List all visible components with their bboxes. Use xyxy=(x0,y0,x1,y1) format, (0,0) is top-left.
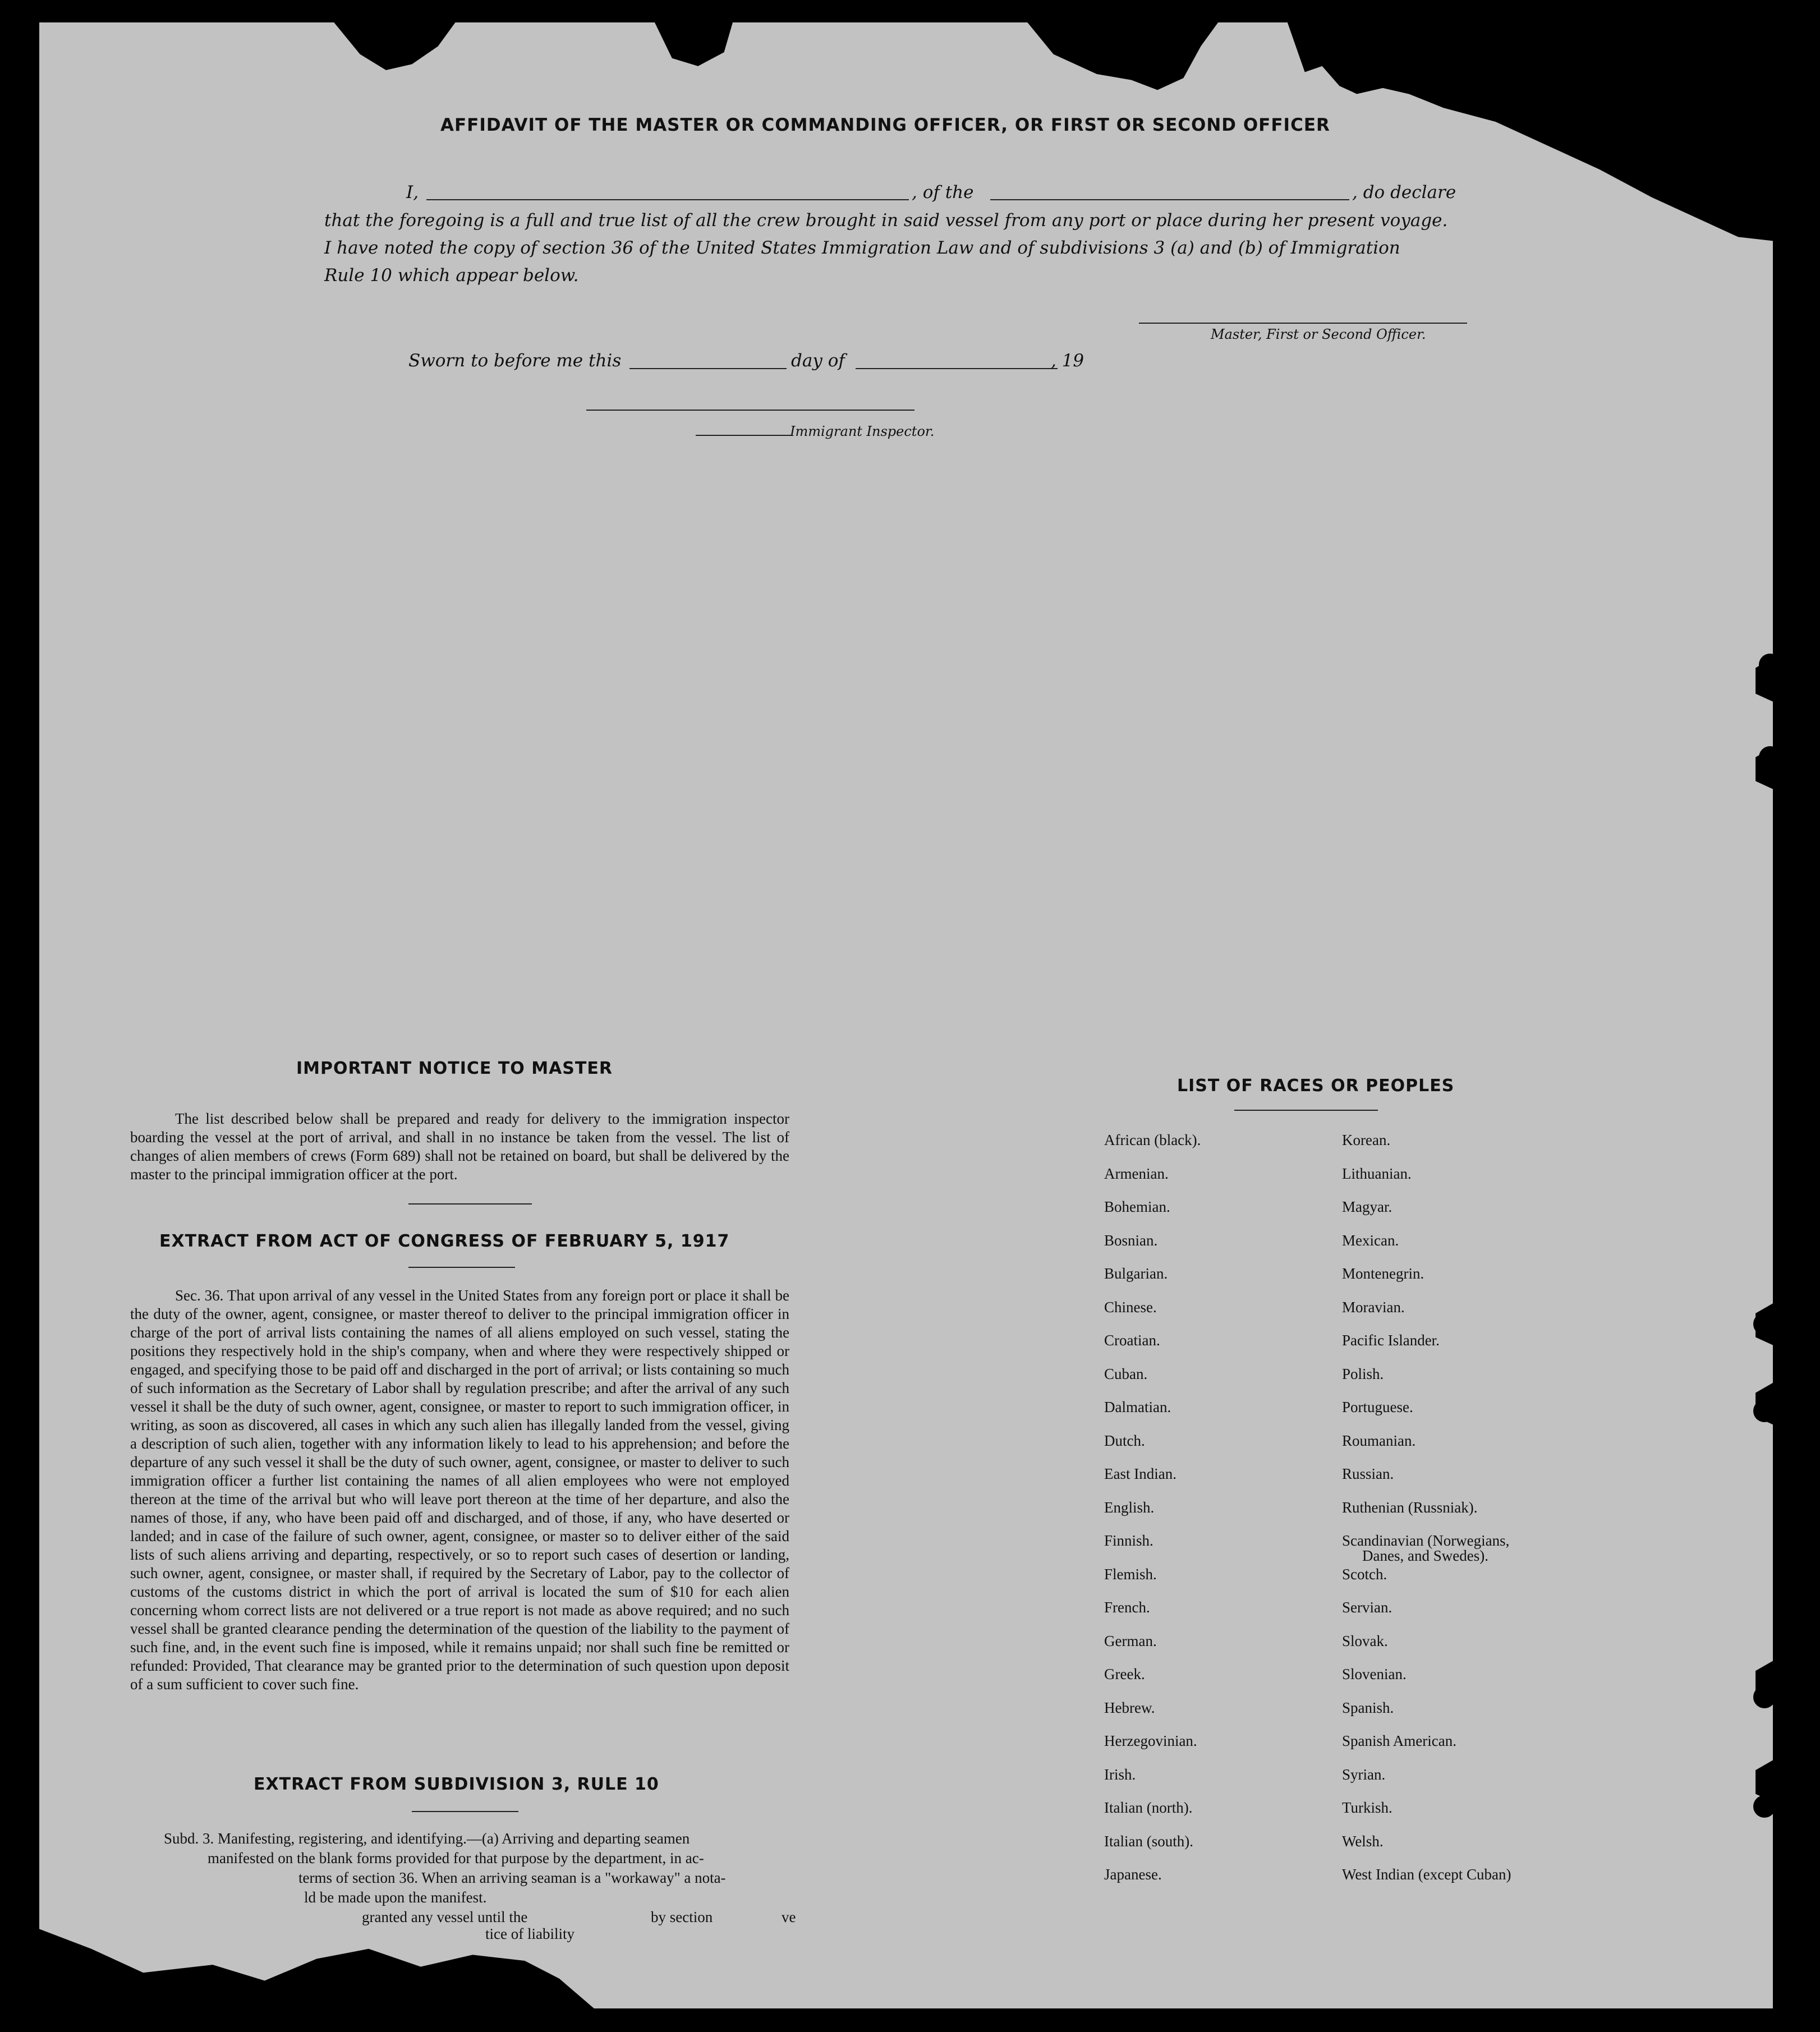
notice-title: IMPORTANT NOTICE TO MASTER xyxy=(296,1059,613,1078)
race-item: West Indian (except Cuban) xyxy=(1342,1866,1511,1883)
affidavit-line2: that the foregoing is a full and true list of all the crew brought in said vessel from any port or place during her present voyage. xyxy=(324,210,1448,231)
name-blank[interactable] xyxy=(426,199,909,200)
race-item: East Indian. xyxy=(1104,1465,1176,1482)
sworn-day-blank[interactable] xyxy=(629,368,787,369)
race-item: Spanish American. xyxy=(1342,1732,1456,1749)
master-caption: Master, First or Second Officer. xyxy=(1211,327,1426,342)
race-item: Italian (north). xyxy=(1104,1799,1193,1816)
notice-body: The list described below shall be prepared and ready for delivery to the immigration inspector boarding the vessel at the port of arrival, and shall in no instance be taken from the vessel. The list of changes of alien members of crews (Form 689) shall not be retained on board, but shall be delivered by the master to the principal immigration officer at the port. xyxy=(130,1110,789,1183)
race-item: Finnish. xyxy=(1104,1532,1153,1549)
race-item: Ruthenian (Russniak). xyxy=(1342,1498,1478,1516)
sworn-year: , 19 xyxy=(1051,351,1084,371)
race-item: Syrian. xyxy=(1342,1766,1386,1783)
race-item-continuation: Danes, and Swedes). xyxy=(1362,1547,1488,1564)
race-item: Dutch. xyxy=(1104,1432,1145,1449)
binder-hole xyxy=(1759,746,1781,769)
binder-hole xyxy=(1753,1795,1776,1818)
extract-rule-title: EXTRACT FROM SUBDIVISION 3, RULE 10 xyxy=(254,1774,659,1794)
race-item: Spanish. xyxy=(1342,1699,1394,1716)
race-item: Cuban. xyxy=(1104,1365,1148,1382)
affidavit-i: I, xyxy=(406,182,419,203)
race-item: Japanese. xyxy=(1104,1866,1162,1883)
race-item: Slovak. xyxy=(1342,1632,1388,1649)
affidavit-title: AFFIDAVIT OF THE MASTER OR COMMANDING OFFICER, OR FIRST OR SECOND OFFICER xyxy=(440,115,1330,135)
race-item: Turkish. xyxy=(1342,1799,1392,1816)
binder-hole xyxy=(1753,1686,1776,1708)
race-item: Pacific Islander. xyxy=(1342,1332,1440,1349)
sworn-month-blank[interactable] xyxy=(856,368,1058,369)
race-item: Roumanian. xyxy=(1342,1432,1416,1449)
race-item: Mexican. xyxy=(1342,1231,1399,1249)
race-item: Armenian. xyxy=(1104,1165,1169,1182)
race-item: Flemish. xyxy=(1104,1565,1157,1583)
affidavit-line4: Rule 10 which appear below. xyxy=(324,265,579,286)
race-item: French. xyxy=(1104,1599,1150,1616)
extract-rule-line6: tice of liability xyxy=(485,1925,575,1942)
race-item: Hebrew. xyxy=(1104,1699,1155,1716)
race-item: Bohemian. xyxy=(1104,1198,1170,1215)
race-item: Russian. xyxy=(1342,1465,1394,1482)
race-item: Italian (south). xyxy=(1104,1832,1193,1850)
binder-hole xyxy=(1759,654,1781,676)
inspector-signature-line[interactable] xyxy=(586,410,914,411)
race-item: Portuguese. xyxy=(1342,1399,1413,1415)
inspector-underline xyxy=(696,435,791,436)
race-item: Servian. xyxy=(1342,1599,1392,1616)
divider xyxy=(408,1267,515,1268)
extract-rule-line1: Subd. 3. Manifesting, registering, and identifying.—(a) Arriving and departing seamen xyxy=(164,1830,690,1847)
extract-rule-line5c: ve xyxy=(782,1909,796,1925)
affidavit-declare: , do declare xyxy=(1352,182,1456,203)
binder-hole xyxy=(1753,1313,1776,1335)
divider xyxy=(1234,1110,1378,1111)
race-item: Bulgarian. xyxy=(1104,1265,1168,1282)
extract-rule-line5b: by section xyxy=(651,1909,713,1925)
affidavit-of-the: , of the xyxy=(912,182,974,203)
inspector-caption: Immigrant Inspector. xyxy=(790,424,935,439)
race-item: Croatian. xyxy=(1104,1332,1160,1349)
race-item: Greek. xyxy=(1104,1666,1145,1682)
extract-act-title: EXTRACT FROM ACT OF CONGRESS OF FEBRUARY 5, 1917 xyxy=(159,1231,730,1251)
race-item: Moravian. xyxy=(1342,1298,1405,1316)
extract-rule-line3: terms of section 36. When an arriving seaman is a "workaway" a nota- xyxy=(298,1869,726,1886)
race-item: Herzegovinian. xyxy=(1104,1732,1197,1749)
extract-rule-line5: granted any vessel until the xyxy=(362,1909,528,1925)
affidavit-line3: I have noted the copy of section 36 of the United States Immigration Law and of subdivisions 3 (a) and (b) of Immigration xyxy=(324,238,1400,258)
divider xyxy=(408,1203,532,1205)
race-item: Bosnian. xyxy=(1104,1231,1158,1249)
race-item: Welsh. xyxy=(1342,1832,1384,1850)
extract-rule-line4: ld be made upon the manifest. xyxy=(304,1889,487,1906)
race-item: German. xyxy=(1104,1632,1157,1649)
race-item: Magyar. xyxy=(1342,1198,1392,1215)
extract-act-body: Sec. 36. That upon arrival of any vessel in the United States from any foreign port or place it shall be the duty of the owner, agent, consignee, or master thereof to deliver to the principal immigration officer in charge of the port of arrival lists containing the names of all aliens employed on such vessel, stating the positions they respectively hold in the ship's company, when and where they were respectively shipped or engaged, and specifying those to be paid off and discharged in the port of arrival; or lists containing so much of such information as the Secretary of Labor shall by regulation prescribe; and after the arrival of any such vessel it shall be the duty of such owner, agent, consignee, or master to report to such immigration officer, in writing, as soon as discovered, all cases in which any such alien has illegally landed from the vessel, giving a description of such alien, together with any information likely to lead to his apprehension; and before the departure of any such vessel it shall be the duty of such owner, agent, consignee, or master to deliver to such immigration officer a further list containing the names of all alien employees who were not employed thereon at the time of the arrival but who will leave port thereon at the time of her departure, and also the names of those, if any, who have been paid off and discharged, and of those, if any, who have deserted or landed; and in case of the failure of such owner, agent, consignee, or master so to deliver either of the said lists of such aliens arriving and departing, respectively, or so to report such cases of desertion or landing, such owner, agent, consignee, or master shall, if required by the Secretary of Labor, pay to the collector of customs of the customs district in which the port of arrival is located the sum of $10 for each alien concerning whom correct lists are not delivered or a true report is not made as above required; and no such vessel shall be granted clearance pending the determination of the question of the liability to the payment of such fine, and, in the event such fine is imposed, while it remains unpaid; nor shall such fine be remitted or refunded: Provided, That clearance may be granted prior to the determination of such question upon deposit of a sum sufficient to cover such fine. xyxy=(130,1287,789,1693)
race-item: African (black). xyxy=(1104,1132,1201,1148)
race-item: Dalmatian. xyxy=(1104,1399,1171,1415)
sworn-prefix: Sworn to before me this xyxy=(408,351,622,371)
race-item: Polish. xyxy=(1342,1365,1384,1382)
race-item: English. xyxy=(1104,1498,1155,1516)
extract-rule-line2: manifested on the blank forms provided for that purpose by the department, in ac- xyxy=(208,1850,704,1867)
sworn-day-of: day of xyxy=(791,351,845,371)
race-item: Lithuanian. xyxy=(1342,1165,1412,1182)
race-item: Scandinavian (Norwegians, xyxy=(1342,1532,1510,1549)
binder-hole xyxy=(1753,1400,1776,1422)
race-item: Korean. xyxy=(1342,1132,1391,1148)
race-item: Chinese. xyxy=(1104,1298,1157,1316)
race-item: Scotch. xyxy=(1342,1565,1387,1583)
races-title: LIST OF RACES OR PEOPLES xyxy=(1177,1076,1455,1096)
document-sheet xyxy=(39,22,1773,2008)
master-signature-line[interactable] xyxy=(1139,323,1467,324)
race-item: Slovenian. xyxy=(1342,1666,1407,1682)
race-item: Irish. xyxy=(1104,1766,1136,1783)
race-item: Montenegrin. xyxy=(1342,1265,1424,1282)
vessel-blank[interactable] xyxy=(990,199,1349,200)
divider xyxy=(412,1811,518,1812)
